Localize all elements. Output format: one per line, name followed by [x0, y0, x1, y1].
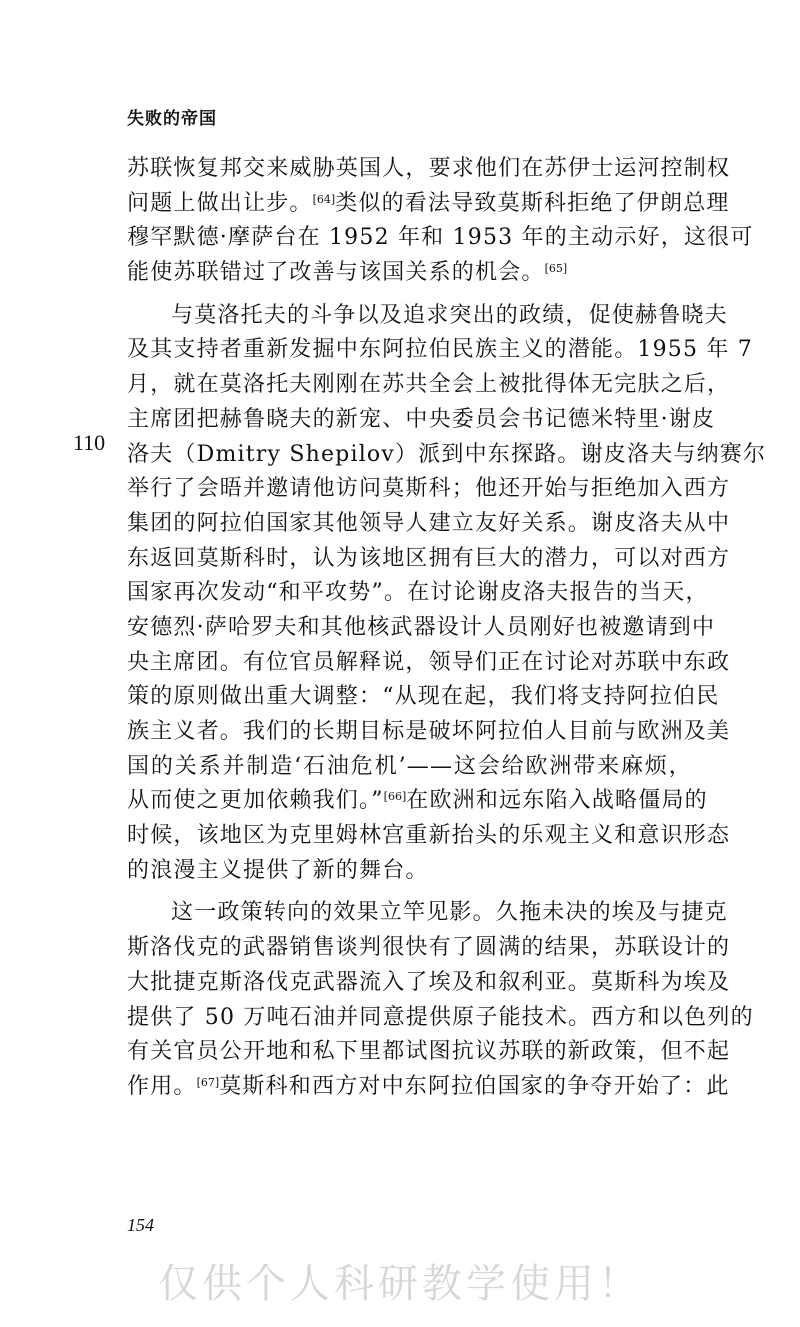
- text-line: [127, 368, 731, 403]
- text-line: [127, 931, 731, 966]
- text-line: [127, 966, 731, 1001]
- text-line: [127, 750, 692, 785]
- text-line: [127, 854, 692, 889]
- text-run: 莫斯科和西方对中东阿拉伯国家的争夺开始了：此: [219, 1073, 730, 1099]
- text-run: 国的关系并制造‘石油危机’——这会给欧洲带来麻烦，: [127, 753, 692, 779]
- text-run: 洛夫（Dmitry Shepilov）派到中东探路。谢皮洛夫与纳赛尔: [127, 441, 767, 467]
- text-run: 时候，该地区为克里姆林宫重新抬头的乐观主义和意识形态: [127, 823, 731, 849]
- footnote-marker: [64]: [312, 192, 336, 206]
- text-run: 与莫洛托夫的斗争以及追求突出的政绩，促使赫鲁晓夫: [171, 302, 728, 328]
- text-line: [127, 680, 720, 715]
- text-line: [127, 221, 754, 256]
- text-run: 这一政策转向的效果立竿见影。久拖未决的埃及与捷克: [171, 900, 728, 926]
- text-line: [127, 438, 767, 473]
- text-run: 大批捷克斯洛伐克武器流入了埃及和叙利亚。莫斯科为埃及: [127, 969, 731, 995]
- text-line: [127, 152, 731, 187]
- text-line: [127, 187, 730, 222]
- text-run: 集团的阿拉伯国家其他领导人建立友好关系。谢皮洛夫从中: [127, 510, 731, 536]
- text-line: [127, 403, 716, 438]
- text-line: [127, 1070, 730, 1105]
- text-run: 有关官员公开地和私下里都试图抗议苏联的新政策，但不起: [127, 1039, 731, 1065]
- text-run: 策的原则做出重大调整：“从现在起，我们将支持阿拉伯民: [127, 684, 720, 710]
- text-run: 国家再次发动“和平攻势”。在讨论谢皮洛夫报告的当天，: [127, 580, 709, 606]
- page-number: 154: [127, 1215, 154, 1235]
- margin-page-reference: 110: [73, 430, 106, 455]
- text-run: 从而使之更加依赖我们。”: [127, 788, 384, 814]
- text-line: [127, 472, 731, 507]
- text-run: 及其支持者重新发掘中东阿拉伯民族主义的潜能。1955 年 7: [127, 337, 753, 363]
- text-run: 作用。: [127, 1073, 197, 1099]
- text-line: [127, 542, 731, 577]
- text-run: 月，就在莫洛托夫刚刚在苏共全会上被批得体无完肤之后，: [127, 372, 731, 398]
- text-line: [127, 646, 731, 681]
- watermark: 仅供个人科研教学使用！: [158, 1261, 642, 1307]
- text-run: 央主席团。有位官员解释说，领导们正在讨论对苏联中东政: [127, 649, 731, 675]
- paragraph: [127, 152, 754, 291]
- text-line: [127, 507, 731, 542]
- text-run: 提供了 50 万吨石油并同意提供原子能技术。西方和以色列的: [127, 1004, 754, 1030]
- text-line: [127, 715, 731, 750]
- body-text: [127, 152, 767, 1113]
- text-run: 安德烈·萨哈罗夫和其他核武器设计人员刚好也被邀请到中: [127, 614, 716, 640]
- text-line: [127, 896, 728, 931]
- running-head: 失败的帝国: [127, 109, 217, 129]
- text-run: 类似的看法导致莫斯科拒绝了伊朗总理: [335, 190, 730, 216]
- text-run: 主席团把赫鲁晓夫的新宠、中央委员会书记德米特里·谢皮: [127, 406, 716, 432]
- text-line: [127, 299, 728, 334]
- text-run: 苏联恢复邦交来威胁英国人，要求他们在苏伊士运河控制权: [127, 156, 731, 181]
- text-run: 举行了会晤并邀请他访问莫斯科；他还开始与拒绝加入西方: [127, 476, 731, 502]
- text-run: 穆罕默德·摩萨台在 1952 年和 1953 年的主动示好，这很可: [127, 225, 754, 251]
- text-run: 在欧洲和远东陷入战略僵局的: [406, 788, 708, 814]
- text-line: [127, 611, 716, 646]
- text-line: [127, 576, 709, 611]
- footnote-marker: [65]: [544, 262, 568, 276]
- footnote-marker: [66]: [383, 790, 407, 804]
- paragraph: [127, 299, 767, 889]
- footnote-marker: [67]: [196, 1075, 220, 1089]
- text-run: 斯洛伐克的武器销售谈判很快有了圆满的结果，苏联设计的: [127, 935, 731, 961]
- text-line: [127, 1001, 754, 1036]
- text-line: [127, 256, 692, 291]
- text-run: 问题上做出让步。: [127, 190, 313, 216]
- text-line: [127, 1035, 731, 1070]
- text-line: [127, 784, 708, 819]
- paragraph: [127, 896, 754, 1104]
- text-run: 东返回莫斯科时，认为该地区拥有巨大的潜力，可以对西方: [127, 545, 731, 571]
- text-run: 能使苏联错过了改善与该国关系的机会。: [127, 260, 545, 286]
- text-line: [127, 333, 753, 368]
- text-run: 族主义者。我们的长期目标是破坏阿拉伯人目前与欧洲及美: [127, 719, 731, 744]
- text-line: [127, 819, 731, 854]
- text-run: 的浪漫主义提供了新的舞台。: [127, 857, 429, 883]
